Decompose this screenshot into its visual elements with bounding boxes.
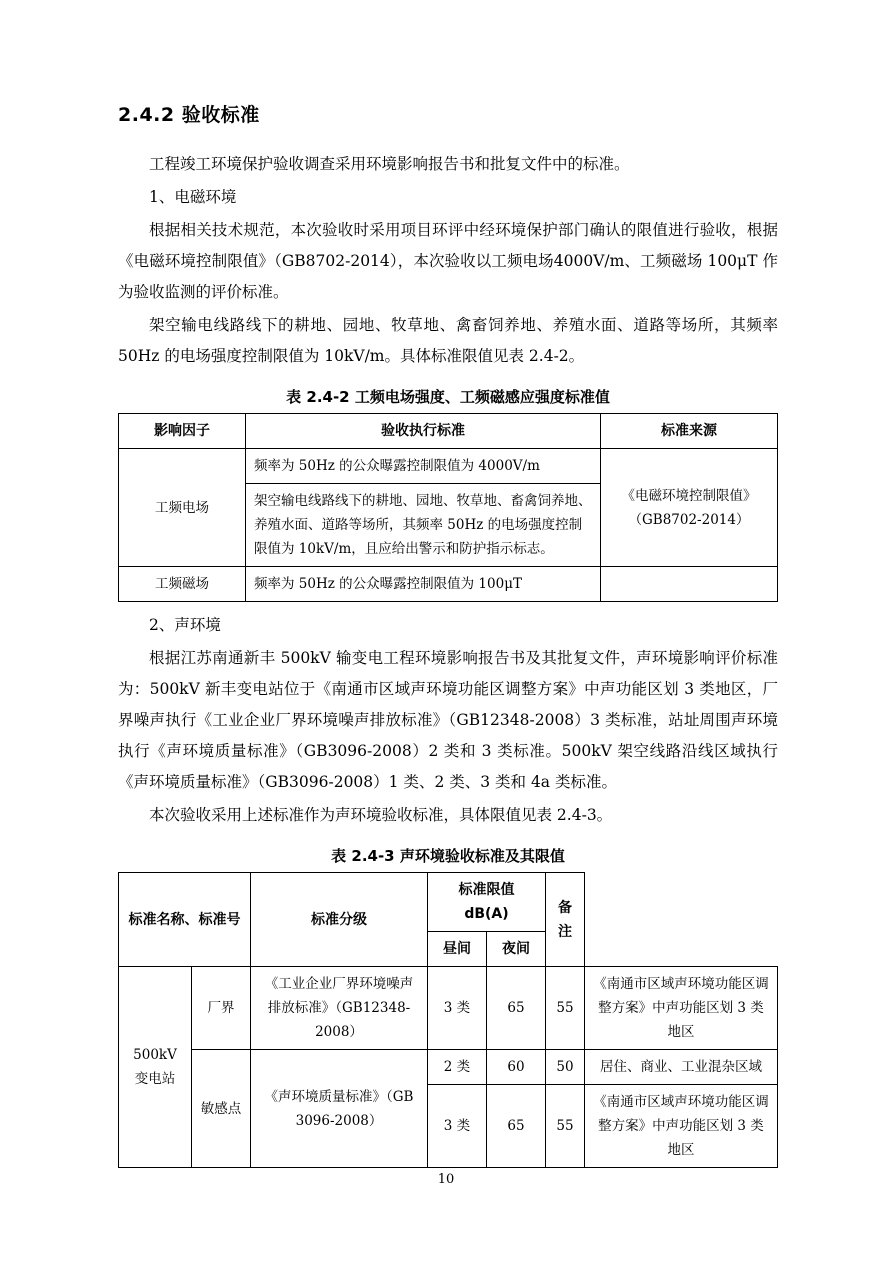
page-number: 10 — [437, 1172, 455, 1187]
table-2-4-3-caption: 表 2.4-3 声环境验收标准及其限值 — [331, 847, 565, 865]
table-header-row — [119, 873, 778, 932]
paragraph-list-item-2: 2、声环境 — [149, 616, 221, 634]
header-remark: 备注 — [546, 873, 585, 967]
cell-night-1: 55 — [546, 967, 585, 1050]
cell-object-substation: 500kV变电站 — [119, 967, 192, 1168]
cell-grade-2: 2 类 — [428, 1050, 487, 1085]
header-night: 夜间 — [487, 932, 546, 967]
table-2-4-2 — [118, 413, 778, 602]
cell-night-2: 50 — [546, 1050, 585, 1085]
header-source: 标准来源 — [601, 414, 778, 449]
header-day: 昼间 — [428, 932, 487, 967]
table-2-4-3 — [118, 872, 778, 1168]
cell-source-empty — [601, 567, 778, 602]
cell-standard-quality: 《声环境质量标准》（GB 3096-2008） — [251, 1050, 428, 1168]
paragraph-overhead-line: 架空输电线路线下的耕地、园地、牧草地、禽畜饲养地、养殖水面、道路等场所，其频率 50Hz 的电场强度控制限值为 10kV/m。具体标准限值见表 2.4-2。 — [118, 316, 778, 365]
header-limit: 标准限值 dB(A) — [428, 873, 546, 932]
table-row — [119, 967, 778, 1050]
cell-day-2: 60 — [487, 1050, 546, 1085]
cell-grade-1: 3 类 — [428, 967, 487, 1050]
table-2-4-2-caption: 表 2.4-2 工频电场强度、工频磁感应强度标准值 — [286, 388, 610, 406]
paragraph-em-standard: 根据相关技术规范，本次验收时采用项目环评中经环境保护部门确认的限值进行验收，根据《电磁环境控制限值》（GB8702-2014），本次验收以工频电场4000V/m、工频磁场 100μT 作为验收监测的评价标准。 — [118, 221, 778, 301]
cell-standard-100ut: 频率为 50Hz 的公众曝露控制限值为 100μT — [246, 567, 601, 602]
cell-type-boundary: 厂界 — [192, 967, 251, 1050]
cell-day-3: 65 — [487, 1085, 546, 1168]
paragraph-noise-standard: 根据江苏南通新丰 500kV 输变电工程环境影响报告书及其批复文件，声环境影响评价标准为：500kV 新丰变电站位于《南通市区域声环境功能区调整方案》中声功能区划 3 类地区，厂界噪声执行《工业企业厂界环境噪声排放标准》（GB12348-2008）3 类标准，站址周围声环境执行《声环境质量标准》（GB3096-2008）2 类和 3 类标准。500kV 架空线路沿线区域执行《声环境质量标准》（GB3096-2008）1 类、2 类、3 类和 4a 类标准。 — [118, 649, 778, 791]
paragraph-intro: 工程竣工环境保护验收调查采用环境影响报告书和批复文件中的标准。 — [149, 155, 630, 173]
table-row — [119, 449, 778, 484]
cell-grade-3: 3 类 — [428, 1085, 487, 1168]
header-factor: 影响因子 — [119, 414, 246, 449]
cell-remark-3: 《南通市区域声环境功能区调整方案》中声功能区划 3 类地区 — [584, 1085, 777, 1168]
table-header-row — [119, 414, 778, 449]
header-standard: 验收执行标准 — [246, 414, 601, 449]
table-row — [119, 567, 778, 602]
cell-factor-electric-field: 工频电场 — [119, 449, 246, 567]
cell-remark-1: 《南通市区域声环境功能区调整方案》中声功能区划 3 类地区 — [584, 967, 777, 1050]
page-title: 2.4.2 验收标准 — [118, 104, 260, 126]
header-standard-name: 标准名称、标准号 — [119, 873, 251, 967]
cell-standard-4000: 频率为 50Hz 的公众曝露控制限值为 4000V/m — [246, 449, 601, 484]
cell-standard-boundary: 《工业企业厂界环境噪声排放标准》（GB12348-2008） — [251, 967, 428, 1050]
page-content — [118, 100, 778, 1168]
cell-standard-10kv: 架空输电线路线下的耕地、园地、牧草地、畜禽饲养地、养殖水面、道路等场所，其频率 50Hz 的电场强度控制限值为 10kV/m，且应给出警示和防护指示标志。 — [246, 484, 601, 567]
cell-night-3: 55 — [546, 1085, 585, 1168]
cell-source: 《电磁环境控制限值》（GB8702-2014） — [601, 449, 778, 567]
cell-remark-2: 居住、商业、工业混杂区域 — [584, 1050, 777, 1085]
paragraph-noise-acceptance: 本次验收采用上述标准作为声环境验收标准，具体限值见表 2.4-3。 — [149, 806, 613, 824]
paragraph-list-item-1: 1、电磁环境 — [149, 188, 237, 206]
header-grade: 标准分级 — [251, 873, 428, 967]
cell-day-1: 65 — [487, 967, 546, 1050]
table-row — [119, 1050, 778, 1085]
cell-type-sensitive: 敏感点 — [192, 1050, 251, 1168]
cell-factor-magnetic-field: 工频磁场 — [119, 567, 246, 602]
